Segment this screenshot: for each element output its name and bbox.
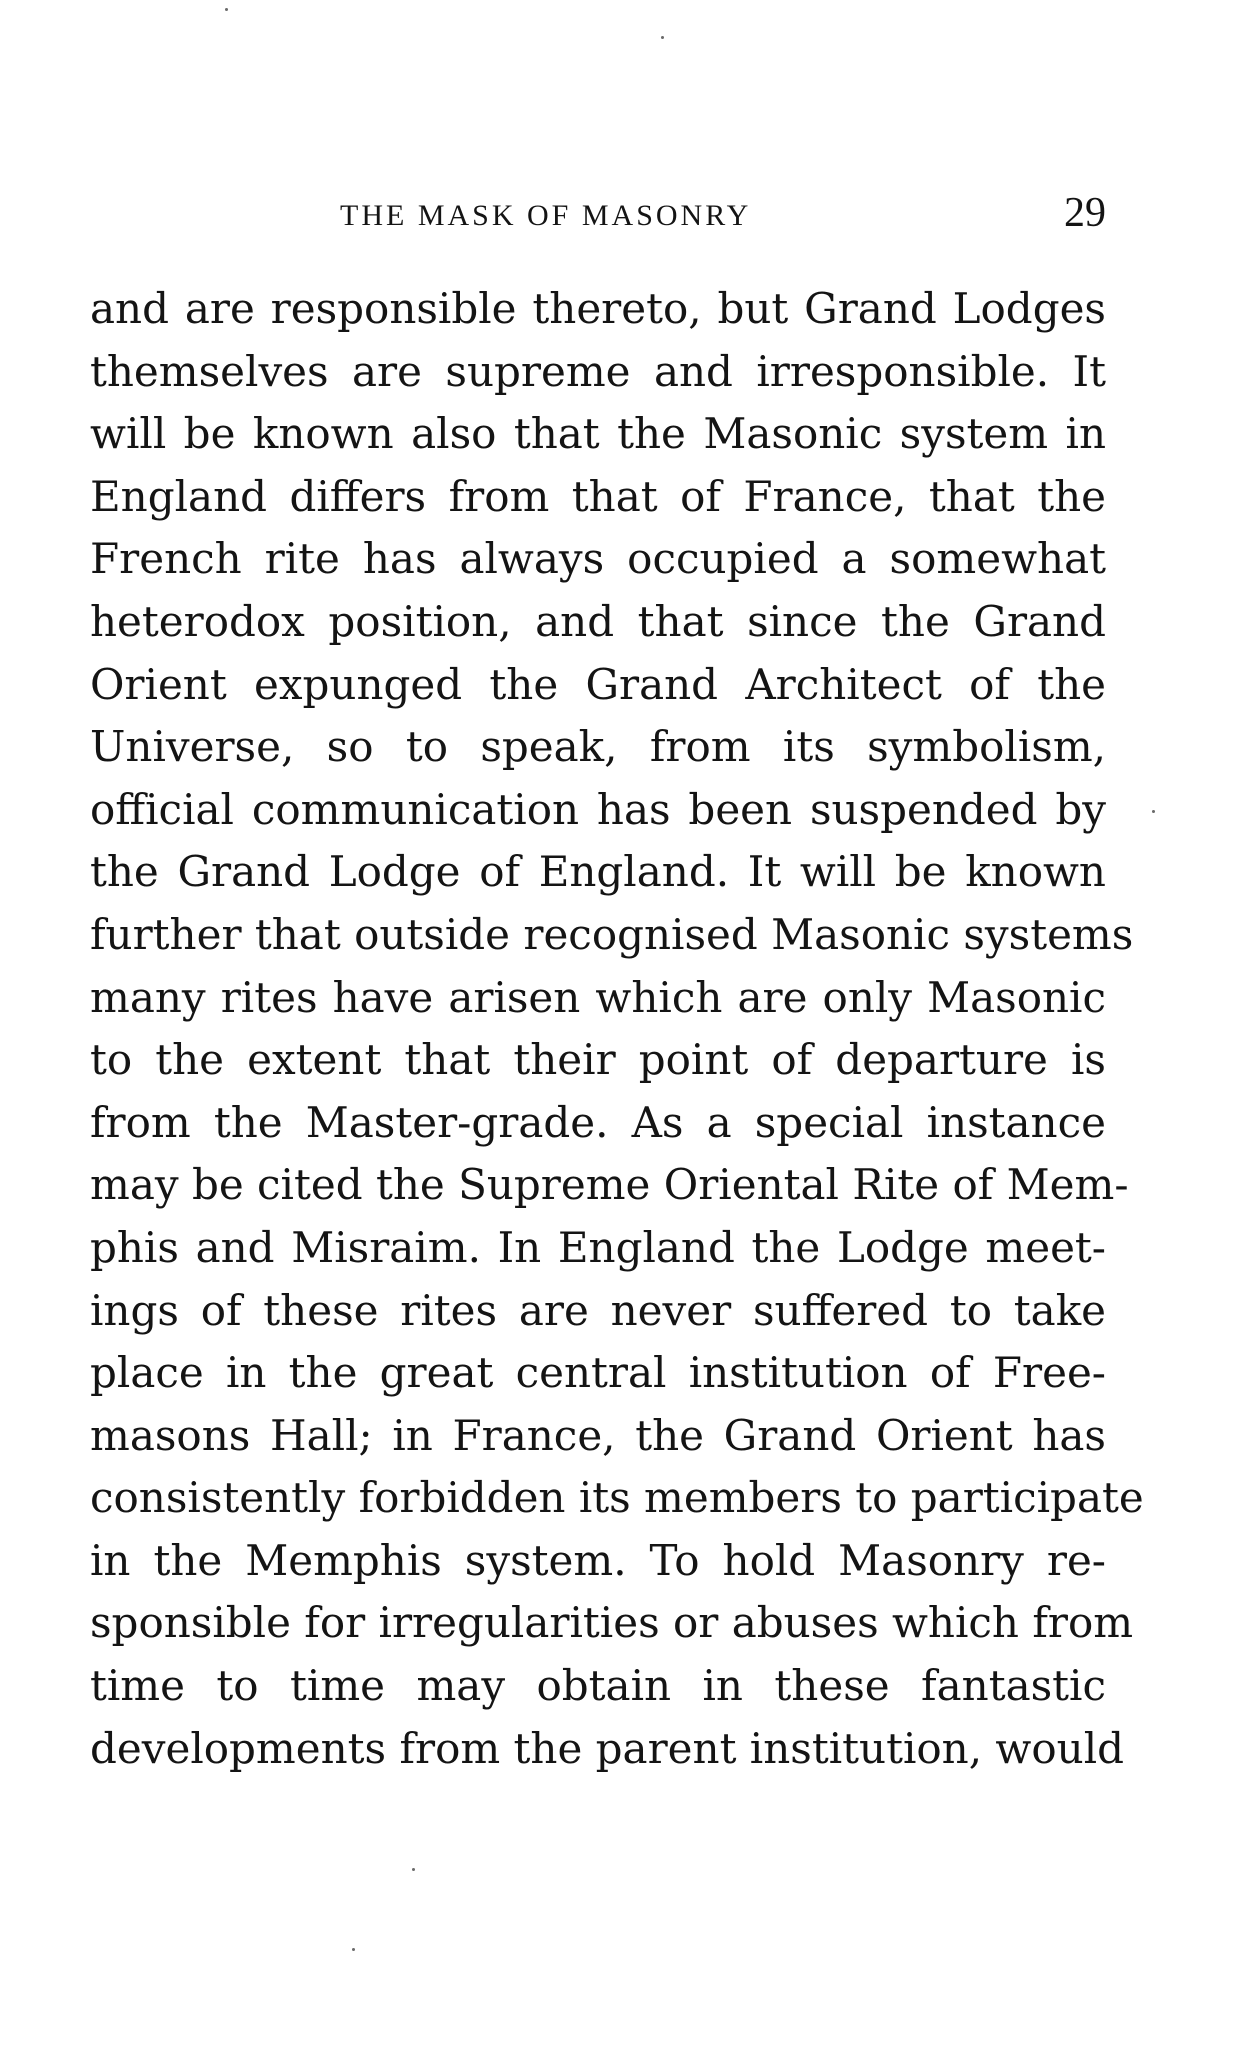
running-title: THE MASK OF MASONRY bbox=[340, 199, 752, 232]
text-line: will be known also that the Masonic system in bbox=[90, 409, 1106, 459]
text-line: sponsible for irregularities or abuses which from bbox=[90, 1598, 1134, 1648]
text-line: to the extent that their point of departure is bbox=[90, 1035, 1106, 1085]
text-line: developments from the parent institution, would bbox=[90, 1723, 1125, 1773]
text-line: official communication has been suspended by bbox=[90, 784, 1106, 834]
running-head bbox=[90, 190, 1106, 240]
text-line: from the Master-grade. As a special instance bbox=[90, 1097, 1106, 1147]
text-line: the Grand Lodge of England. It will be known bbox=[90, 847, 1106, 897]
text-line: Universe, so to speak, from its symbolism, bbox=[90, 722, 1106, 772]
page-number: 29 bbox=[1064, 190, 1106, 236]
body-text bbox=[90, 278, 1144, 1780]
text-line: masons Hall; in France, the Grand Orient has bbox=[90, 1410, 1106, 1460]
text-line: heterodox position, and that since the Grand bbox=[90, 596, 1106, 646]
text-line: themselves are supreme and irresponsible. It bbox=[90, 346, 1106, 396]
scan-speck bbox=[661, 36, 664, 39]
text-line: Orient expunged the Grand Architect of the bbox=[90, 659, 1106, 709]
text-line: in the Memphis system. To hold Masonry re- bbox=[90, 1535, 1106, 1585]
text-line: may be cited the Supreme Oriental Rite of Mem- bbox=[90, 1160, 1129, 1210]
scan-speck bbox=[412, 1868, 415, 1871]
scan-speck bbox=[352, 1948, 355, 1951]
text-line: time to time may obtain in these fantastic bbox=[90, 1661, 1106, 1711]
text-line: England differs from that of France, that the bbox=[90, 471, 1106, 521]
scan-speck bbox=[225, 8, 228, 11]
scan-speck bbox=[1152, 810, 1155, 813]
text-line: and are responsible thereto, but Grand Lodges bbox=[90, 284, 1106, 333]
text-line: many rites have arisen which are only Masonic bbox=[90, 972, 1106, 1022]
text-line: French rite has always occupied a somewhat bbox=[90, 534, 1106, 584]
text-line: ings of these rites are never suffered to take bbox=[90, 1285, 1106, 1335]
text-line: further that outside recognised Masonic systems bbox=[90, 909, 1134, 959]
text-line: place in the great central institution of Free- bbox=[90, 1348, 1106, 1398]
text-line: phis and Misraim. In England the Lodge meet- bbox=[90, 1222, 1106, 1272]
text-line: consistently forbidden its members to participate bbox=[90, 1473, 1144, 1523]
